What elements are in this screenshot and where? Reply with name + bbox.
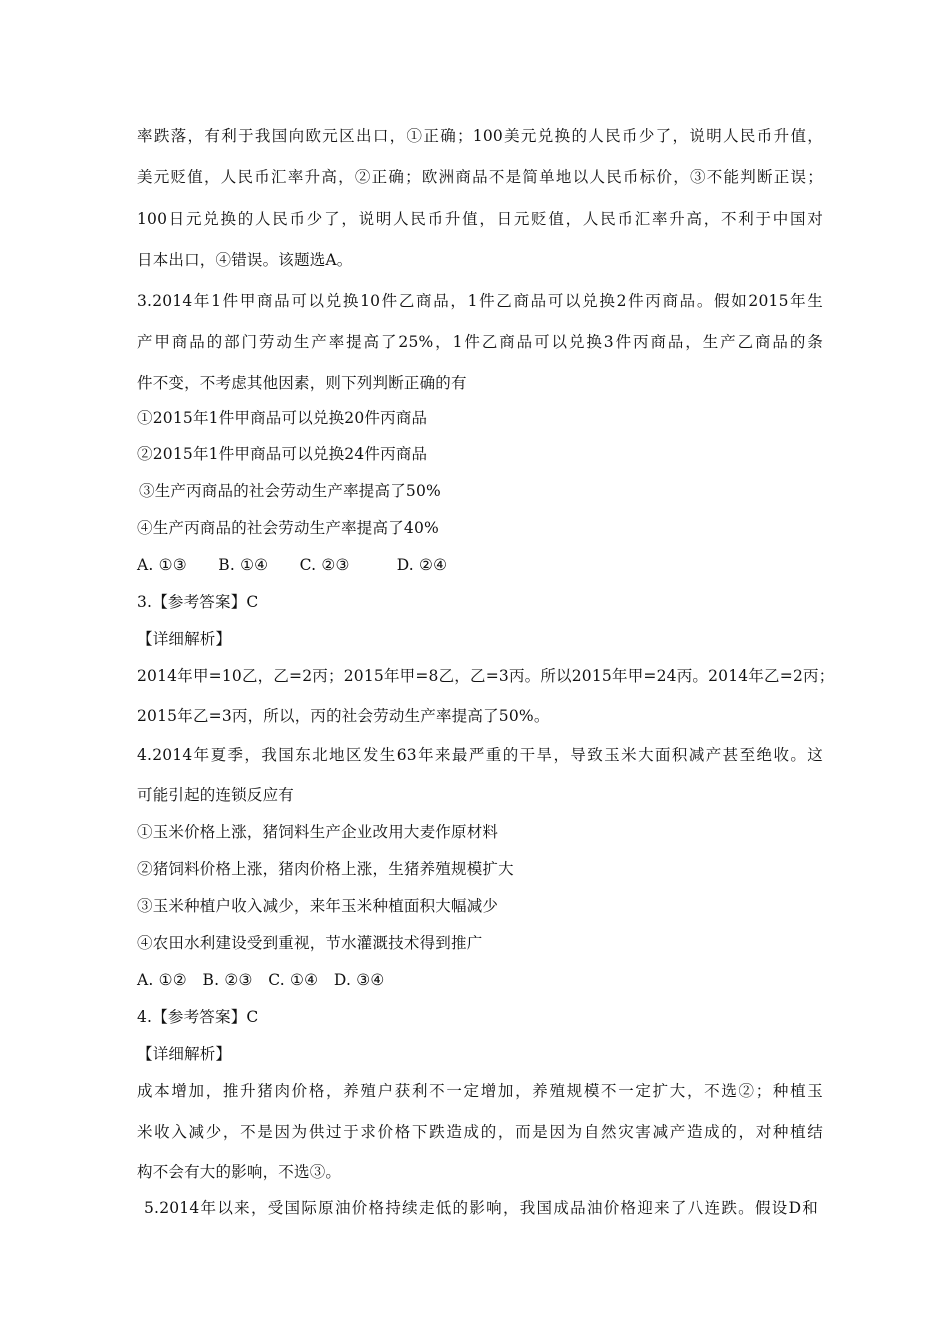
question-4-answer: 4.【参考答案】C bbox=[137, 1008, 259, 1026]
question-3-stem: 件不变，不考虑其他因素，则下列判断正确的有 bbox=[137, 374, 467, 392]
text-line: 率跌落，有利于我国向欧元区出口，①正确；100美元兑换的人民币少了，说明人民币升值， bbox=[137, 127, 823, 145]
question-3-answer: 3.【参考答案】C bbox=[137, 593, 259, 611]
text-line: 美元贬值，人民币汇率升高，②正确；欧洲商品不是简单地以人民币标价，③不能判断正误； bbox=[137, 168, 823, 186]
question-3-options: A. ①③ B. ①④ C. ②③ D. ②④ bbox=[137, 556, 448, 574]
question-3-analysis: 2015年乙=3丙，所以，丙的社会劳动生产率提高了50%。 bbox=[137, 707, 550, 725]
question-4-analysis: 成本增加，推升猪肉价格，养殖户获利不一定增加，养殖规模不一定扩大，不选②；种植玉 bbox=[137, 1082, 823, 1100]
question-4-item: ②猪饲料价格上涨，猪肉价格上涨，生猪养殖规模扩大 bbox=[137, 860, 514, 878]
question-3-stem: 产甲商品的部门劳动生产率提高了25%，1件乙商品可以兑换3件丙商品，生产乙商品的条 bbox=[137, 333, 823, 351]
question-4-analysis: 米收入减少，不是因为供过于求价格下跌造成的，而是因为自然灾害减产造成的，对种植结 bbox=[137, 1123, 823, 1141]
text-line: 100日元兑换的人民币少了，说明人民币升值，日元贬值，人民币汇率升高，不利于中国对 bbox=[137, 210, 823, 228]
question-4-analysis: 构不会有大的影响，不选③。 bbox=[137, 1163, 342, 1181]
question-4-item: ④农田水利建设受到重视，节水灌溉技术得到推广 bbox=[137, 934, 483, 952]
text-line: 日本出口，④错误。该题选A。 bbox=[137, 251, 353, 269]
question-4-item: ①玉米价格上涨，猪饲料生产企业改用大麦作原材料 bbox=[137, 823, 499, 841]
question-3-item: ②2015年1件甲商品可以兑换24件丙商品 bbox=[137, 445, 428, 463]
question-3-item: ④生产丙商品的社会劳动生产率提高了40% bbox=[137, 519, 439, 537]
question-4-analysis-heading: 【详细解析】 bbox=[137, 1045, 232, 1063]
question-4-stem: 4.2014年夏季，我国东北地区发生63年来最严重的干旱，导致玉米大面积减产甚至绝收。这 bbox=[137, 746, 823, 764]
question-3-item: ①2015年1件甲商品可以兑换20件丙商品 bbox=[137, 409, 428, 427]
question-3-analysis-heading: 【详细解析】 bbox=[137, 630, 232, 648]
question-4-options: A. ①② B. ②③ C. ①④ D. ③④ bbox=[137, 971, 385, 989]
question-3-analysis: 2014年甲=10乙，乙=2丙；2015年甲=8乙，乙=3丙。所以2015年甲=24丙。2014年乙=2丙； bbox=[137, 667, 835, 685]
question-3-stem: 3.2014年1件甲商品可以兑换10件乙商品，1件乙商品可以兑换2件丙商品。假如2015年生 bbox=[137, 292, 823, 310]
question-4-stem: 可能引起的连锁反应有 bbox=[137, 786, 295, 804]
question-3-item: ③生产丙商品的社会劳动生产率提高了50% bbox=[139, 482, 441, 500]
question-5-stem: 5.2014年以来，受国际原油价格持续走低的影响，我国成品油价格迎来了八连跌。假设D和 bbox=[144, 1199, 818, 1217]
question-4-item: ③玉米种植户收入减少，来年玉米种植面积大幅减少 bbox=[137, 897, 499, 915]
